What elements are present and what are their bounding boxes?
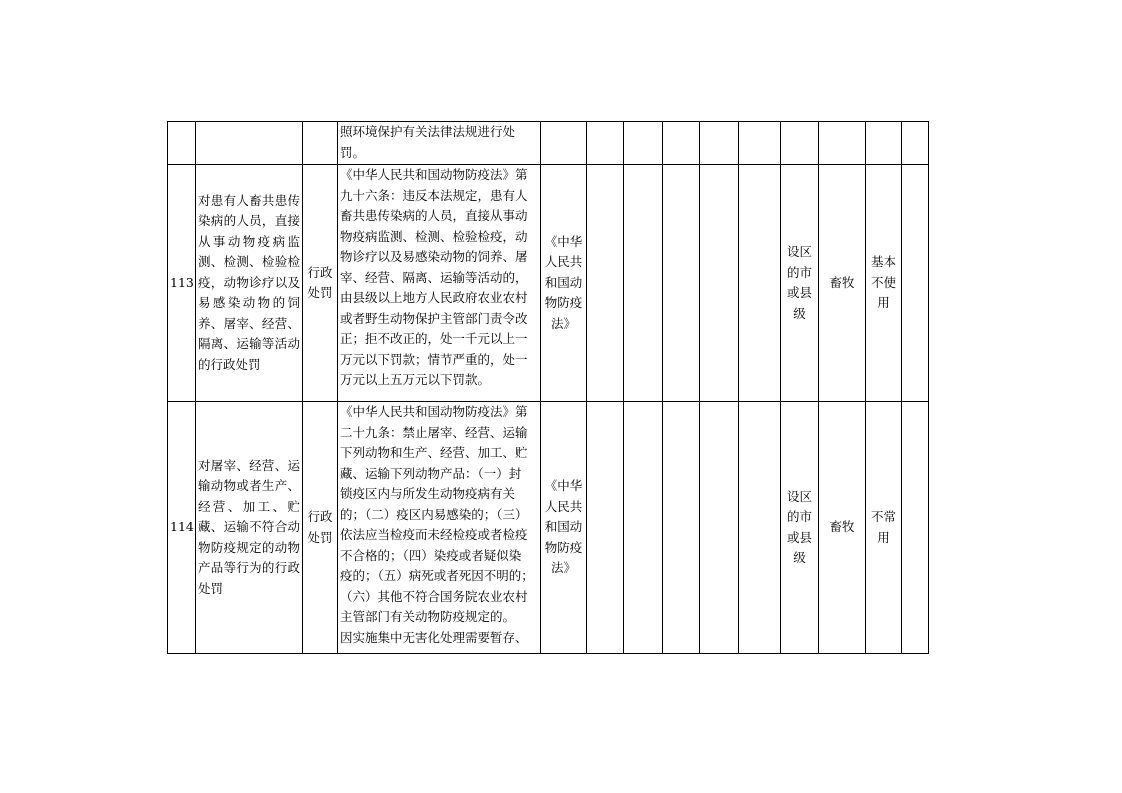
legal-basis-line: 《中华人民共和国动物防疫法》第 [340,167,528,182]
usage-status-line: 不使 [870,274,896,290]
jurisdiction-level-line: 或县 [786,285,812,300]
legal-basis [338,402,541,654]
legal-basis-line: 《中华人民共和国动物防疫法》第 [340,404,528,419]
legal-basis-line: 万元以上五万元以下罚款。 [340,372,491,387]
legal-basis-line: 疫的；（五）病死或者死因不明的； [340,568,534,583]
law-name [541,165,587,402]
legal-basis-line: 或者野生动物保护主管部门责令改 [340,310,528,326]
jurisdiction-level-line: 的市 [786,509,812,524]
empty-cell [902,122,929,165]
law-name-line: 物防疫 [544,539,583,555]
law-name-line: 法》 [550,315,576,331]
legal-basis-line: 照环境保护有关法律法规进行处 [340,124,516,139]
table-row [168,165,929,402]
legal-basis-line: 物诊疗以及易感染动物的饲养、屠 [340,249,528,264]
jurisdiction-level [781,402,819,654]
law-name-line: 人民共 [544,254,583,270]
empty-cell [739,165,781,402]
empty-cell [587,122,624,165]
legal-basis-line: 畜共患传染病的人员，直接从事动 [340,208,528,223]
legal-basis-line: 九十六条：违反本法规定，患有人 [340,187,528,203]
penalty-type: 行政处罚 [303,402,338,654]
empty-cell [739,122,781,165]
law-name-line: 物防疫 [544,295,583,311]
penalty-list-table [167,121,929,654]
legal-basis [338,165,541,402]
law-name [541,122,587,165]
empty-cell [700,122,739,165]
usage-status [866,122,902,165]
department: 畜牧 [819,402,866,654]
item-name: 对患有人畜共患传染病的人员，直接从事动物疫病监测、检测、检验检疫，动物诊疗以及易感染动物的饲养、屠宰、经营、隔离、运输等活动的行政处罚 [196,165,303,402]
usage-status [866,402,902,654]
legal-basis-line: 罚。 [340,144,366,160]
row-number [168,122,196,165]
legal-basis-line: 因实施集中无害化处理需要暂存、 [340,629,528,645]
jurisdiction-level-line: 级 [793,550,806,565]
penalty-type: 行政处罚 [303,165,338,402]
empty-cell [624,402,663,654]
usage-status-line: 用 [877,529,890,545]
legal-basis-line: 宰、经营、隔离、运输等活动的， [340,269,528,285]
empty-cell [739,402,781,654]
item-name: 对屠宰、经营、运输动物或者生产、经营、加工、贮藏、运输不符合动物防疫规定的动物产品等行为的行政处罚 [196,402,303,654]
law-name-line: 《中华 [544,478,583,494]
jurisdiction-level [781,165,819,402]
legal-basis-line: 由县级以上地方人民政府农业农村 [340,290,528,305]
legal-basis-line: 正；拒不改正的，处一千元以上一 [340,331,528,346]
empty-cell [700,402,739,654]
usage-status-line: 基本 [870,254,896,270]
empty-cell [624,165,663,402]
law-name-line: 和国动 [544,274,583,290]
law-name-line: 和国动 [544,519,583,535]
empty-cell [663,165,700,402]
empty-cell [902,165,929,402]
legal-basis-line: 物疫病监测、检测、检验检疫，动 [340,228,528,244]
law-name-line: 《中华 [544,233,583,249]
legal-basis-line: 二十九条：禁止屠宰、经营、运输 [340,424,528,440]
jurisdiction-level-line: 或县 [786,529,812,545]
legal-basis [338,122,541,165]
law-name-line: 法》 [550,560,576,576]
legal-basis-line: 主管部门有关动物防疫规定的。 [340,609,516,624]
row-number: 113 [168,165,196,402]
jurisdiction-level-line: 设区 [786,488,812,504]
jurisdiction-level-line: 设区 [786,244,812,259]
jurisdiction-level-line: 的市 [786,264,812,280]
empty-cell [663,122,700,165]
law-name-line: 人民共 [544,498,583,514]
legal-basis-line: 万元以下罚款；情节严重的，处一 [340,351,528,367]
department: 畜牧 [819,165,866,402]
empty-cell [624,122,663,165]
empty-cell [700,165,739,402]
legal-basis-line: 不合格的；（四）染疫或者疑似染 [340,547,522,563]
law-name [541,402,587,654]
legal-basis-line: 藏、运输下列动物产品：（一）封 [340,465,522,481]
department [819,122,866,165]
legal-basis-line: 依法应当检疫而未经检疫或者检疫 [340,527,528,542]
legal-basis-line: （六）其他不符合国务院农业农村 [340,588,528,604]
usage-status [866,165,902,402]
item-name [196,122,303,165]
penalty-type [303,122,338,165]
table-body [168,122,929,654]
table-row [168,122,929,165]
legal-basis-line: 锁疫区内与所发生动物疫病有关 [340,486,516,501]
usage-status-line: 用 [877,295,890,311]
legal-basis-line: 的；（二）疫区内易感染的；（三） [340,506,528,522]
empty-cell [902,402,929,654]
empty-cell [663,402,700,654]
jurisdiction-level [781,122,819,165]
empty-cell [587,165,624,402]
row-number: 114 [168,402,196,654]
jurisdiction-level-line: 级 [793,305,806,321]
table-row [168,402,929,654]
empty-cell [587,402,624,654]
usage-status-line: 不常 [870,509,896,524]
legal-basis-line: 下列动物和生产、经营、加工、贮 [340,445,528,460]
